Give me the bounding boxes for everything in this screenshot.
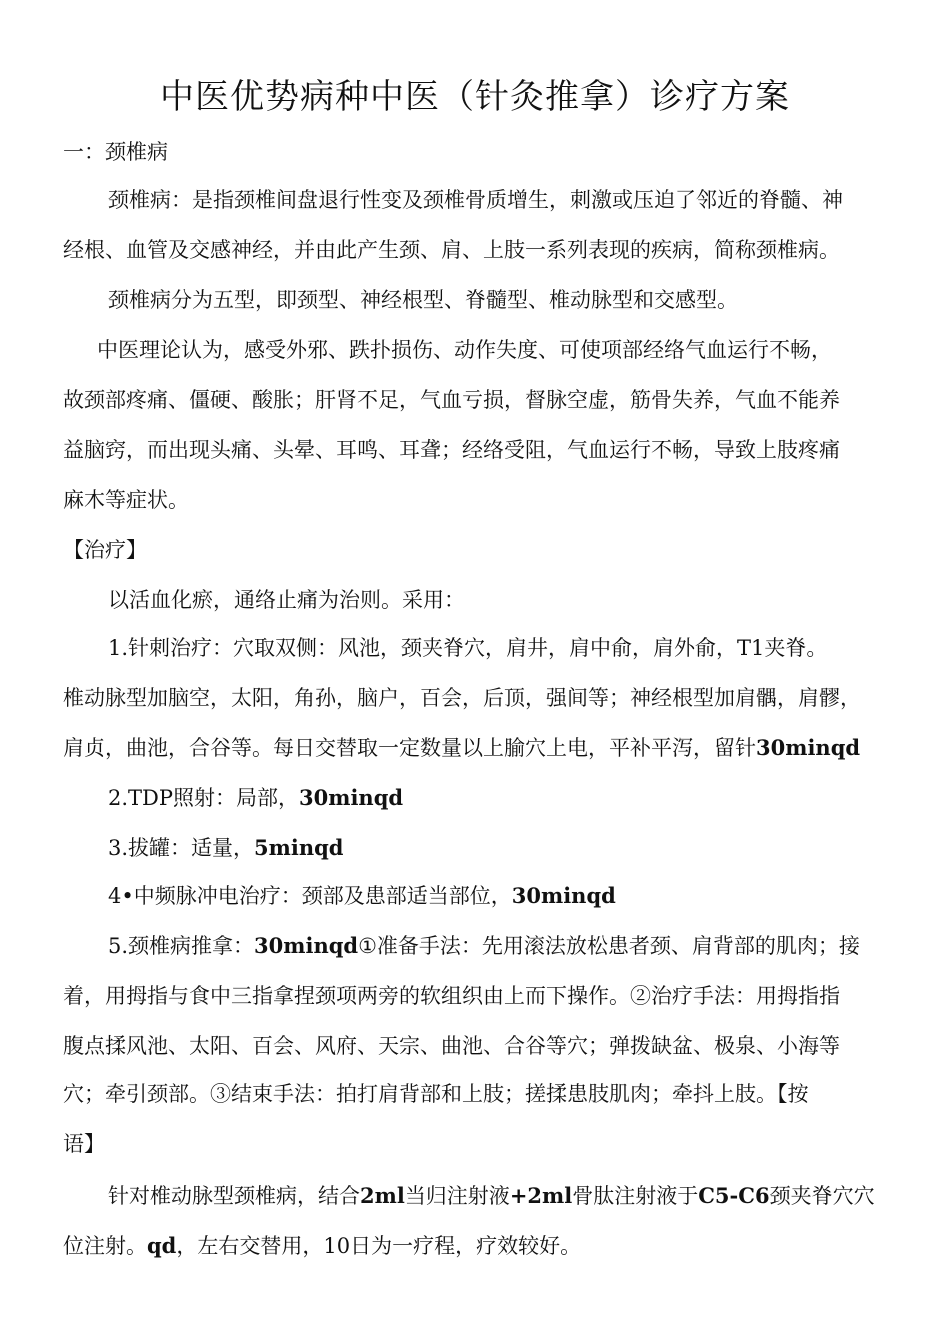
note-text-a: 针对椎动脉型颈椎病，结合 (108, 1184, 360, 1208)
note-vertebrae: C5-C6 (698, 1183, 770, 1208)
item-5-line-2: 着，用拇指与食中三指拿捏颈项两旁的软组织由上而下操作。②治疗手法：用拇指指 (63, 984, 840, 1008)
item-3-duration: 5minqd (254, 835, 344, 860)
item-5-line-1-text: ①准备手法：先用滚法放松患者颈、肩背部的肌肉；接 (358, 934, 860, 958)
item-4-text: 4•中频脉冲电治疗：颈部及患部适当部位， (108, 884, 512, 908)
note-text-f: 位注射。 (63, 1234, 147, 1258)
treatment-heading: 【治疗】 (63, 538, 147, 562)
item-5-line-3: 腹点揉风池、太阳、百会、风府、天宗、曲池、合谷等穴；弹拨缺盆、极泉、小海等 (63, 1034, 840, 1058)
theory-line-2: 故颈部疼痛、僵硬、酸胀；肝肾不足，气血亏损，督脉空虚，筋骨失养，气血不能养 (63, 388, 840, 412)
item-5-line-4: 穴；牵引颈部。③结束手法：拍打肩背部和上肢；搓揉患肢肌肉；牵抖上肢。【按 (63, 1082, 809, 1106)
treatment-intro: 以活血化瘀，通络止痛为治则。采用： (108, 588, 465, 612)
item-3 (0, 833, 950, 863)
item-5-line-1 (0, 931, 950, 961)
types-paragraph: 颈椎病分为五型，即颈型、神经根型、脊髓型、椎动脉型和交感型。 (108, 288, 738, 312)
note-line-1 (0, 1181, 950, 1211)
item-1-duration: 30minqd (756, 735, 861, 760)
item-5-duration: 30minqd (254, 933, 359, 958)
item-2-duration: 30minqd (299, 785, 404, 810)
item-5-line-5: 语】 (63, 1132, 105, 1156)
item-5-label: 5.颈椎病推拿： (108, 934, 255, 958)
definition-line-2: 经根、血管及交感神经，并由此产生颈、肩、上肢一系列表现的疾病，简称颈椎病。 (63, 238, 840, 262)
item-1-line-1: 1.针刺治疗：穴取双侧：风池，颈夹脊穴，肩井，肩中俞，肩外俞，T1夹脊。 (108, 636, 828, 660)
note-text-d: 骨肽注射液于 (572, 1184, 699, 1208)
note-frequency: qd (147, 1233, 177, 1258)
item-1-line-2: 椎动脉型加脑空，太阳，角孙，脑户，百会，后顶，强间等；神经根型加肩髃，肩髎， (63, 686, 861, 710)
note-text-g: ，左右交替用，10日为一疗程，疗效较好。 (176, 1234, 582, 1258)
theory-line-3: 益脑窍，而出现头痛、头晕、耳鸣、耳聋；经络受阻，气血运行不畅，导致上肢疼痛 (63, 438, 840, 462)
document-title: 中医优势病种中医（针灸推拿）诊疗方案 (160, 77, 790, 117)
item-2 (0, 783, 950, 813)
item-2-text: 2.TDP照射：局部， (108, 786, 300, 810)
item-1-line-3 (0, 733, 950, 763)
theory-line-4: 麻木等症状。 (63, 488, 189, 512)
note-text-e: 颈夹脊穴穴 (769, 1184, 875, 1208)
definition-line-1: 颈椎病：是指颈椎间盘退行性变及颈椎骨质增生，刺激或压迫了邻近的脊髓、神 (108, 188, 843, 212)
item-4-duration: 30minqd (511, 883, 616, 908)
theory-line-1: 中医理论认为，感受外邪、跌扑损伤、动作失度、可使项部经络气血运行不畅， (97, 338, 832, 362)
note-dose-1: 2ml (360, 1183, 405, 1208)
item-1-line-3-text: 肩贞，曲池，合谷等。每日交替取一定数量以上腧穴上电，平补平泻，留针 (63, 736, 756, 760)
item-4 (0, 881, 950, 911)
note-dose-2: +2ml (509, 1183, 573, 1208)
item-3-text: 3.拔罐：适量， (108, 836, 255, 860)
note-text-c: 当归注射液 (404, 1184, 510, 1208)
section-heading: 一：颈椎病 (63, 140, 168, 164)
note-line-2 (0, 1231, 950, 1261)
